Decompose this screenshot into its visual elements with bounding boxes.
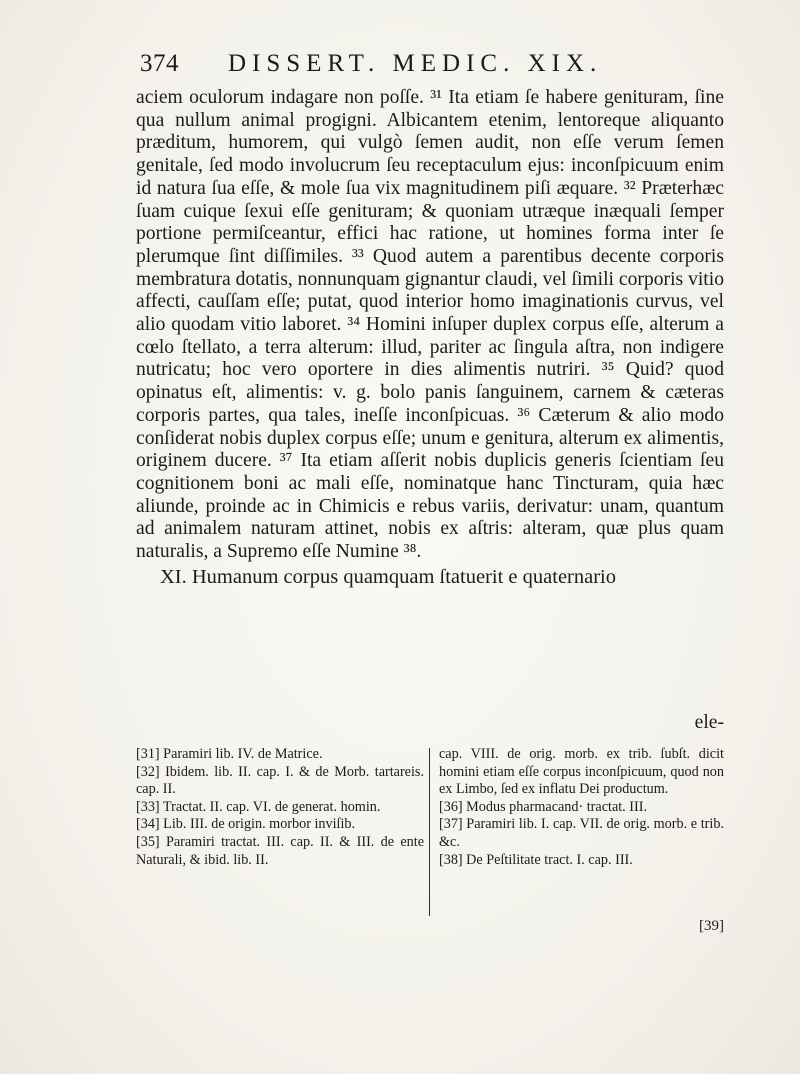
signature-mark: [39] [699,918,724,934]
main-text [136,87,724,589]
footnotes-left-column [136,746,424,869]
footnote: [37] Paramiri lib. I. cap. VII. de orig. morb. e trib. &c. [439,816,724,850]
footnotes [136,746,724,936]
body-paragraph: aciem oculorum indagare non poſſe. ³¹ Ita etiam ſe habere genituram, ſine qua nullum animal progigni. Albicantem etenim, lentoreque aliquanto præditum, humorem, qui vulgò ſemen audit, non eſſe verum ſemen genitale, ſed modo involucrum ſeu receptaculum ejus: inconſpicuum enim id natura ſua eſſe, & mole ſua vix magnitudinem piſi æquare. ³² Præterhæc ſuam cuique ſexui eſſe genituram; & quoniam utræque inæquali ſemper portione permiſceantur, effici hac ratione, ut homines forma inter ſe plerumque ſint diſſimiles. ³³ Quod autem a parentibus decente corporis membratura dotatis, nonnunquam gignantur claudi, vel ſimili corporis vitio affecti, cauſſam eſſe; putat, quod interior homo imaginationis curvus, vel alio quodam vitio laboret. ³⁴ Homini inſuper duplex corpus eſſe, alterum a cœlo ſtellato, a terra alterum: illud, pariter ac ſingula aſtra, non indigere nutricatu; hoc vero oportere in dies alimentis nutriri. ³⁵ Quid? quod opinatus eſt, alimentis: v. g. bolo panis ſanguinem, carnem & cæteras corporis partes, qua tales, ineſſe inconſpicuas. ³⁶ Cæterum & alio modo conſiderat nobis duplex corpus eſſe; unum e genitura, alterum ex alimentis, originem ducere. ³⁷ Ita etiam aſſerit nobis duplicis generis ſcientiam ſeu cognitionem boni ac mali eſſe, nominatque hanc Tincturam, quia hæc aliunde, proinde ac in Chimicis e rebus variis, derivatur: unam, quantum ad animalem naturam attinet, nobis ex aſtris: alteram, quæ plus quam naturalis, a Supremo eſſe Numine ³⁸. [136,87,724,563]
footnote: [35] Paramiri tractat. III. cap. II. & III. de ente Naturali, & ibid. lib. II. [136,833,424,868]
footnote: [32] Ibidem. lib. II. cap. I. & de Morb. tartareis. cap. II. [136,763,424,798]
footnote: [38] De Peſtilitate tract. I. cap. III. [439,851,633,868]
page-number: 374 [140,50,179,77]
footnotes-right-column [439,746,724,869]
footnote: [34] Lib. III. de origin. morbor inviſib. [136,816,356,833]
column-divider [429,748,430,916]
footnote: [31] Paramiri lib. IV. de Matrice. [136,746,323,762]
section-paragraph: XI. Humanum corpus quamquam ſtatuerit e quaternario [160,565,616,588]
footnote: [33] Tractat. II. cap. VI. de generat. homin. [136,798,381,815]
footnote-continuation: cap. VIII. de orig. morb. ex trib. ſubſt. dicit homini etiam eſſe corpus inconſpicuum, quod non ex Limbo, ſed ex inflatu Dei productum. [439,746,724,798]
footnote: [36] Modus pharmacand· tractat. III. [439,798,647,815]
catchword: ele- [694,712,724,733]
running-head [140,44,720,84]
running-title: DISSERT. MEDIC. XIX. [228,50,603,77]
